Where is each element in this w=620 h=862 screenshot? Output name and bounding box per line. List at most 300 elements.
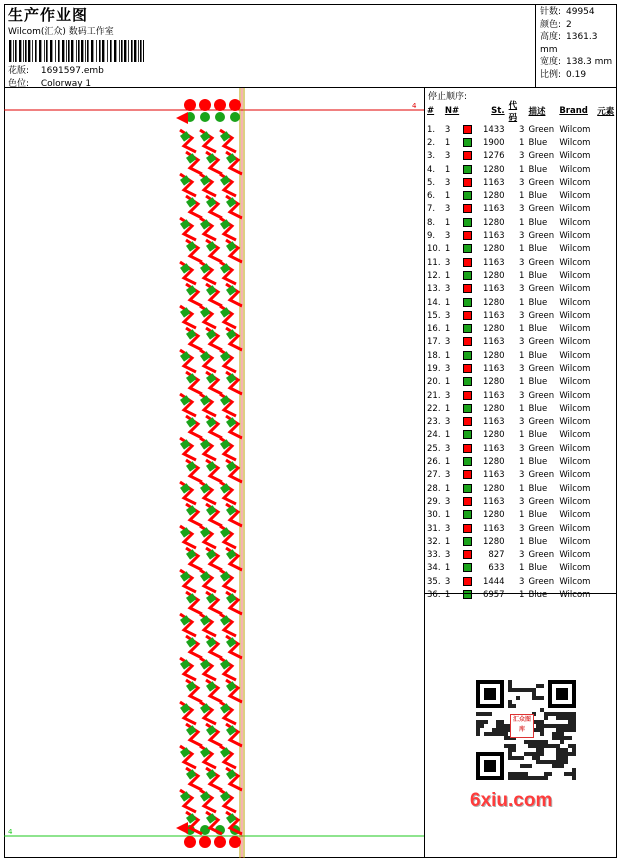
- color-code: 3: [519, 177, 525, 188]
- color-swatch: [463, 123, 475, 136]
- thread-brand: Wilcom: [559, 417, 591, 428]
- element-cell: [597, 176, 617, 189]
- color-description: Blue: [528, 590, 548, 601]
- thread-brand: Wilcom: [559, 590, 591, 601]
- color-swatch-icon: [463, 191, 472, 200]
- color-description: Green: [528, 523, 555, 534]
- zigzag-stitch: [220, 262, 236, 284]
- color-swatch: [463, 482, 475, 495]
- stitch-count: 1163: [482, 363, 505, 374]
- zigzag-stitch: [180, 790, 196, 812]
- page-title: 生产作业图: [8, 6, 89, 24]
- color-swatch-icon: [463, 218, 472, 227]
- stop-number: 17.: [427, 337, 441, 348]
- element-cell: [597, 189, 617, 202]
- stop-number: 29.: [427, 496, 441, 507]
- stop-sequence-table: [425, 99, 617, 602]
- zigzag-stitch: [180, 130, 196, 152]
- color-description: Blue: [528, 483, 548, 494]
- element-cell: [597, 482, 617, 495]
- needle-number: 1: [444, 457, 451, 468]
- stat-label: 宽度:: [540, 57, 562, 67]
- table-row: [425, 256, 617, 269]
- thread-brand: Wilcom: [559, 151, 591, 162]
- table-row: [425, 588, 617, 601]
- color-code: 1: [519, 457, 525, 468]
- needle-number: 3: [444, 496, 451, 507]
- color-code: 1: [519, 297, 525, 308]
- zigzag-stitch: [200, 438, 216, 460]
- color-swatch: [463, 229, 475, 242]
- zigzag-stitch: [186, 328, 202, 350]
- stop-number: 8.: [427, 217, 436, 228]
- thread-brand: Wilcom: [559, 563, 591, 574]
- element-cell: [597, 336, 617, 349]
- stat-stitches: [540, 6, 617, 19]
- element-cell: [597, 283, 617, 296]
- design-file-row: [8, 63, 104, 76]
- stitch-count: 1433: [482, 124, 505, 135]
- needle-number: 1: [444, 563, 451, 574]
- table-row: [425, 455, 617, 468]
- needle-number: 1: [444, 164, 451, 175]
- color-swatch-icon: [463, 364, 472, 373]
- scallop-border: [230, 112, 240, 122]
- col-header: 代码: [508, 101, 518, 123]
- element-cell: [597, 362, 617, 375]
- zigzag-stitch: [180, 658, 196, 680]
- color-description: Blue: [528, 457, 548, 468]
- needle-number: 3: [444, 337, 451, 348]
- zigzag-stitch: [186, 460, 202, 482]
- table-row: [425, 469, 617, 482]
- stitch-count: 1163: [482, 257, 505, 268]
- element-cell: [597, 256, 617, 269]
- table-row: [425, 522, 617, 535]
- needle-number: 3: [444, 443, 451, 454]
- element-cell: [597, 535, 617, 548]
- stop-number: 1.: [427, 124, 436, 135]
- color-description: Green: [528, 363, 555, 374]
- zigzag-stitch: [180, 702, 196, 724]
- element-cell: [597, 389, 617, 402]
- thread-brand: Wilcom: [559, 244, 591, 255]
- zigzag-stitch: [206, 196, 222, 218]
- stop-number: 34.: [427, 563, 441, 574]
- stop-number: 27.: [427, 470, 441, 481]
- zigzag-stitch: [186, 592, 202, 614]
- color-swatch: [463, 296, 475, 309]
- table-row: [425, 429, 617, 442]
- stitch-count: 1276: [482, 151, 505, 162]
- stat-label: 比例:: [540, 69, 562, 80]
- zigzag-stitch: [186, 240, 202, 262]
- element-cell: [597, 216, 617, 229]
- zigzag-stitch: [220, 306, 236, 328]
- thread-brand: Wilcom: [559, 137, 591, 148]
- stop-number: 24.: [427, 430, 441, 441]
- thread-brand: Wilcom: [559, 576, 591, 587]
- zigzag-stitch: [206, 152, 222, 174]
- stitch-count: 1163: [482, 523, 505, 534]
- zigzag-stitch: [186, 548, 202, 570]
- stitch-count: 633: [488, 563, 505, 574]
- color-swatch: [463, 216, 475, 229]
- color-swatch-icon: [463, 351, 472, 360]
- zigzag-stitch: [180, 614, 196, 636]
- needle-number: 1: [444, 270, 451, 281]
- panel-divider: [425, 593, 617, 594]
- color-swatch-icon: [463, 510, 472, 519]
- stitch-count: 1900: [482, 137, 505, 148]
- table-row: [425, 376, 617, 389]
- stitch-count: 1280: [482, 270, 505, 281]
- color-swatch-icon: [463, 165, 472, 174]
- element-cell: [597, 376, 617, 389]
- color-description: Green: [528, 124, 555, 135]
- scallop-border: [199, 99, 211, 111]
- color-code: 1: [519, 270, 525, 281]
- color-code: 1: [519, 430, 525, 441]
- stop-number: 18.: [427, 350, 441, 361]
- needle-number: 3: [444, 550, 451, 561]
- color-swatch-icon: [463, 497, 472, 506]
- needle-number: 1: [444, 244, 451, 255]
- color-description: Blue: [528, 270, 548, 281]
- stitch-count: 1163: [482, 470, 505, 481]
- stop-number: 21.: [427, 390, 441, 401]
- zigzag-stitch: [206, 284, 222, 306]
- scallop-border: [214, 99, 226, 111]
- needle-number: 1: [444, 217, 451, 228]
- zigzag-stitch: [180, 482, 196, 504]
- watermark-logo: 6xiu.com: [470, 790, 553, 811]
- color-swatch-icon: [463, 404, 472, 413]
- color-swatch-icon: [463, 271, 472, 280]
- stop-number: 19.: [427, 363, 441, 374]
- needle-number: 3: [444, 257, 451, 268]
- col-header: 描述: [528, 107, 546, 117]
- zigzag-stitch: [200, 526, 216, 548]
- stitch-count: 1280: [482, 297, 505, 308]
- stitch-count: 1280: [482, 403, 505, 414]
- header-panel: [4, 4, 536, 88]
- color-swatch: [463, 495, 475, 508]
- stitch-count: 6957: [482, 590, 505, 601]
- color-swatch: [463, 322, 475, 335]
- thread-brand: Wilcom: [559, 164, 591, 175]
- color-swatch: [463, 509, 475, 522]
- zigzag-stitch: [206, 680, 222, 702]
- color-swatch: [463, 136, 475, 149]
- stitch-count: 1163: [482, 496, 505, 507]
- stop-number: 5.: [427, 177, 436, 188]
- color-code: 3: [519, 523, 525, 534]
- thread-brand: Wilcom: [559, 324, 591, 335]
- element-cell: [597, 509, 617, 522]
- color-swatch: [463, 389, 475, 402]
- zigzag-stitch: [180, 438, 196, 460]
- thread-brand: Wilcom: [559, 310, 591, 321]
- color-code: 3: [519, 443, 525, 454]
- color-swatch: [463, 176, 475, 189]
- needle-number: 1: [444, 137, 451, 148]
- color-description: Green: [528, 443, 555, 454]
- stop-number: 6.: [427, 191, 436, 202]
- zigzag-stitch: [206, 460, 222, 482]
- table-row: [425, 482, 617, 495]
- color-swatch: [463, 336, 475, 349]
- stop-number: 14.: [427, 297, 441, 308]
- needle-number: 3: [444, 284, 451, 295]
- stop-number: 25.: [427, 443, 441, 454]
- stop-number: 4.: [427, 164, 436, 175]
- color-code: 3: [519, 284, 525, 295]
- stop-sequence-title: 停止顺序:: [428, 92, 468, 102]
- thread-brand: Wilcom: [559, 457, 591, 468]
- color-swatch-icon: [463, 524, 472, 533]
- color-description: Blue: [528, 164, 548, 175]
- table-row: [425, 163, 617, 176]
- needle-number: 3: [444, 310, 451, 321]
- color-description: Green: [528, 310, 555, 321]
- stop-number: 23.: [427, 417, 441, 428]
- thread-brand: Wilcom: [559, 363, 591, 374]
- element-cell: [597, 309, 617, 322]
- stop-number: 35.: [427, 576, 441, 587]
- stitch-count: 1280: [482, 191, 505, 202]
- element-cell: [597, 243, 617, 256]
- zigzag-stitch: [186, 636, 202, 658]
- element-cell: [597, 123, 617, 136]
- color-code: 1: [519, 403, 525, 414]
- table-row: [425, 243, 617, 256]
- table-row: [425, 509, 617, 522]
- stop-number: 2.: [427, 137, 436, 148]
- needle-number: 1: [444, 536, 451, 547]
- zigzag-stitch: [200, 746, 216, 768]
- color-swatch: [463, 150, 475, 163]
- table-row: [425, 203, 617, 216]
- stitch-count: 1280: [482, 217, 505, 228]
- color-code: 1: [519, 137, 525, 148]
- zigzag-stitch: [186, 284, 202, 306]
- barcode-icon: [9, 40, 144, 62]
- color-code: 3: [519, 231, 525, 242]
- thread-brand: Wilcom: [559, 204, 591, 215]
- color-description: Green: [528, 417, 555, 428]
- stat-height: [540, 31, 617, 56]
- thread-brand: Wilcom: [559, 284, 591, 295]
- zigzag-stitch: [186, 724, 202, 746]
- color-code: 3: [519, 257, 525, 268]
- stitch-count: 1163: [482, 417, 505, 428]
- zigzag-stitch: [200, 790, 216, 812]
- stat-label: 高度:: [540, 32, 562, 42]
- stop-number: 28.: [427, 483, 441, 494]
- table-row: [425, 150, 617, 163]
- needle-number: 1: [444, 590, 451, 601]
- color-swatch-icon: [463, 590, 472, 599]
- element-cell: [597, 402, 617, 415]
- thread-brand: Wilcom: [559, 297, 591, 308]
- zigzag-stitch: [220, 350, 236, 372]
- needle-number: 3: [444, 204, 451, 215]
- zigzag-stitch: [180, 570, 196, 592]
- color-swatch-icon: [463, 537, 472, 546]
- table-row: [425, 216, 617, 229]
- element-cell: [597, 136, 617, 149]
- thread-brand: Wilcom: [559, 350, 591, 361]
- thread-brand: Wilcom: [559, 377, 591, 388]
- color-swatch: [463, 256, 475, 269]
- thread-brand: Wilcom: [559, 177, 591, 188]
- color-swatch-icon: [463, 231, 472, 240]
- color-swatch: [463, 349, 475, 362]
- color-code: 3: [519, 417, 525, 428]
- thread-brand: Wilcom: [559, 430, 591, 441]
- col-header: 元素: [597, 107, 615, 117]
- scallop-border: [200, 112, 210, 122]
- color-description: Blue: [528, 297, 548, 308]
- color-description: Green: [528, 151, 555, 162]
- qr-block: [470, 680, 588, 812]
- color-swatch: [463, 455, 475, 468]
- stitch-count: 1280: [482, 510, 505, 521]
- table-row: [425, 322, 617, 335]
- zigzag-stitch: [206, 548, 222, 570]
- color-code: 1: [519, 324, 525, 335]
- color-swatch-icon: [463, 550, 472, 559]
- zigzag-stitch: [200, 218, 216, 240]
- needle-number: 3: [444, 390, 451, 401]
- stitch-count: 1444: [482, 576, 505, 587]
- stop-number: 36.: [427, 590, 441, 601]
- stop-number: 16.: [427, 324, 441, 335]
- color-swatch-icon: [463, 563, 472, 572]
- qr-seal-logo: 汇众图库: [510, 714, 534, 738]
- stop-number: 11.: [427, 257, 441, 268]
- color-swatch: [463, 402, 475, 415]
- stat-value: 0.19: [566, 69, 587, 80]
- zigzag-stitch: [206, 240, 222, 262]
- needle-number: 3: [444, 177, 451, 188]
- color-swatch: [463, 588, 475, 601]
- color-code: 1: [519, 563, 525, 574]
- design-stats: [536, 4, 617, 88]
- stat-colors: [540, 19, 617, 32]
- color-swatch-icon: [463, 298, 472, 307]
- element-cell: [597, 549, 617, 562]
- zigzag-stitch: [200, 262, 216, 284]
- needle-number: 3: [444, 523, 451, 534]
- color-swatch: [463, 163, 475, 176]
- stitch-count: 1163: [482, 337, 505, 348]
- design-file-label: 花版:: [8, 66, 30, 76]
- table-row: [425, 575, 617, 588]
- color-swatch-icon: [463, 391, 472, 400]
- zigzag-stitch: [180, 394, 196, 416]
- zigzag-stitch: [180, 218, 196, 240]
- zigzag-stitch: [200, 174, 216, 196]
- zigzag-stitch: [180, 174, 196, 196]
- color-swatch-icon: [463, 577, 472, 586]
- stop-number: 30.: [427, 510, 441, 521]
- stop-number: 26.: [427, 457, 441, 468]
- zigzag-stitch: [220, 658, 236, 680]
- needle-number: 3: [444, 124, 451, 135]
- thread-brand: Wilcom: [559, 337, 591, 348]
- stop-number: 33.: [427, 550, 441, 561]
- color-swatch-icon: [463, 337, 472, 346]
- stat-scale: [540, 69, 617, 82]
- color-code: 1: [519, 217, 525, 228]
- zigzag-stitch: [186, 768, 202, 790]
- stop-number: 9.: [427, 231, 436, 242]
- color-swatch: [463, 522, 475, 535]
- color-swatch-icon: [463, 457, 472, 466]
- needle-number: 3: [444, 151, 451, 162]
- zigzag-stitch: [200, 614, 216, 636]
- color-code: 3: [519, 470, 525, 481]
- color-description: Blue: [528, 350, 548, 361]
- color-description: Green: [528, 337, 555, 348]
- element-cell: [597, 522, 617, 535]
- zigzag-stitch: [220, 570, 236, 592]
- needle-number: 1: [444, 350, 451, 361]
- color-swatch-icon: [463, 258, 472, 267]
- needle-number: 3: [444, 363, 451, 374]
- table-row: [425, 269, 617, 282]
- thread-brand: Wilcom: [559, 470, 591, 481]
- zigzag-stitch: [206, 504, 222, 526]
- color-description: Blue: [528, 510, 548, 521]
- stitch-count: 1280: [482, 244, 505, 255]
- color-swatch-icon: [463, 151, 472, 160]
- stitch-count: 1163: [482, 310, 505, 321]
- embroidery-pattern-icon: [4, 88, 424, 858]
- table-row: [425, 296, 617, 309]
- color-code: 3: [519, 550, 525, 561]
- stop-sequence-panel: [425, 88, 617, 858]
- color-description: Green: [528, 231, 555, 242]
- border-arrow: [176, 112, 188, 124]
- element-cell: [597, 322, 617, 335]
- element-cell: [597, 229, 617, 242]
- color-description: Blue: [528, 324, 548, 335]
- stat-label: 针数:: [540, 7, 562, 17]
- col-header: #: [427, 106, 435, 116]
- stitch-count: 1163: [482, 284, 505, 295]
- color-swatch: [463, 189, 475, 202]
- scallop-border: [215, 112, 225, 122]
- color-code: 3: [519, 390, 525, 401]
- element-cell: [597, 150, 617, 163]
- zigzag-stitch: [186, 152, 202, 174]
- color-description: Blue: [528, 217, 548, 228]
- thread-brand: Wilcom: [559, 496, 591, 507]
- needle-number: 1: [444, 324, 451, 335]
- color-code: 3: [519, 363, 525, 374]
- table-row: [425, 389, 617, 402]
- stitch-count: 1280: [482, 430, 505, 441]
- color-swatch-icon: [463, 417, 472, 426]
- thread-brand: Wilcom: [559, 550, 591, 561]
- needle-number: 1: [444, 403, 451, 414]
- color-code: 1: [519, 164, 525, 175]
- needle-number: 1: [444, 510, 451, 521]
- element-cell: [597, 163, 617, 176]
